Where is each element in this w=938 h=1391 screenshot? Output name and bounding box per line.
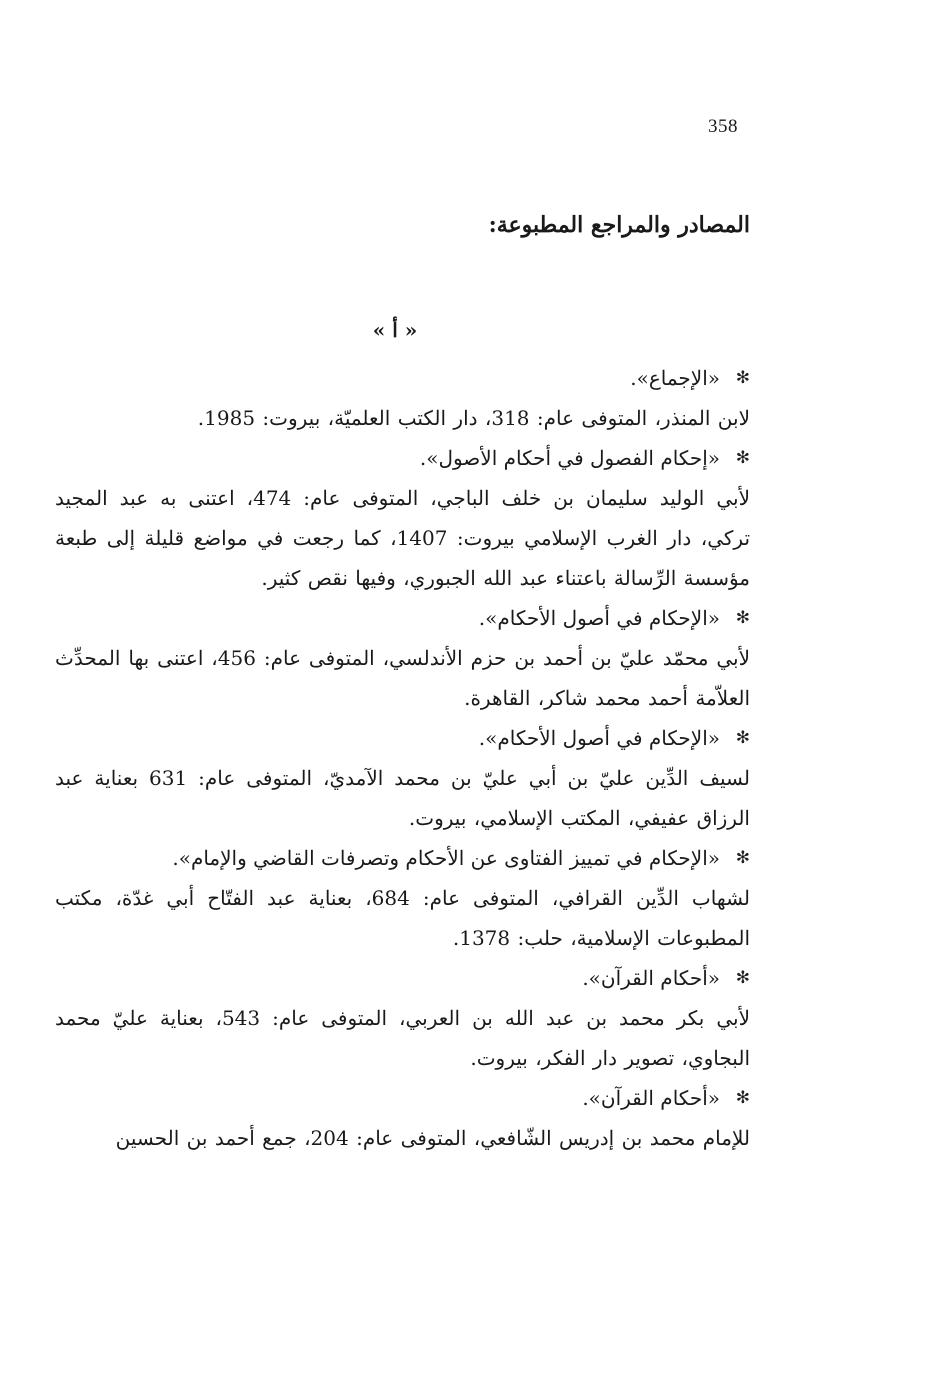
entry-title-text: «إحكام الفصول في أحكام الأصول». [419,446,720,470]
entry-title-text: «الإجماع». [630,366,720,390]
bibliography-entry [55,598,750,718]
bibliography-entry [55,358,750,438]
entry-title [55,958,750,998]
entry-body: لأبي الوليد سليمان بن خلف الباجي، المتوفى عام: 474، اعتنى به عبد المجيد تركي، دار الغرب الإسلامي بيروت: 1407، كما رجعت في مواضع قليلة إلى طبعة مؤسسة الرِّسالة باعتناء عبد الله الجبوري، وفيها نقص كثير. [55,486,751,590]
entry-title [55,718,750,758]
asterisk-icon: ✻ [735,1088,750,1108]
bibliography-entry [55,838,750,958]
entry-body: للإمام محمد بن إدريس الشّافعي، المتوفى عام: 204، جمع أحمد بن الحسين [115,1126,750,1150]
entry-title-text: «الإحكام في أصول الأحكام». [478,726,720,750]
entry-title-text: «أحكام القرآن». [582,966,720,990]
asterisk-icon: ✻ [735,368,750,388]
entry-body: لسيف الدِّين عليّ بن أبي عليّ بن محمد الآمديّ، المتوفى عام: 631 بعناية عبد الرزاق عفيفي، المكتب الإسلامي، بيروت. [55,766,750,830]
entry-body: لأبي محمّد عليّ بن أحمد بن حزم الأندلسي، المتوفى عام: 456، اعتنى بها المحدِّث العلاّمة أحمد محمد شاكر، القاهرة. [55,646,750,710]
asterisk-icon: ✻ [735,728,750,748]
bibliography-list [55,358,750,1158]
entry-body: لأبي بكر محمد بن عبد الله بن العربي، المتوفى عام: 543، بعناية عليّ محمد البجاوي، تصوير دار الفكر، بيروت. [55,1006,750,1070]
page-heading: المصادر والمراجع المطبوعة: [488,212,750,238]
entry-title-text: «أحكام القرآن». [582,1086,720,1110]
bibliography-entry [55,438,750,598]
bibliography-entry [55,1078,750,1158]
bibliography-entry [55,718,750,838]
entry-title [55,598,750,638]
entry-title-text: «الإحكام في أصول الأحكام». [478,606,720,630]
section-letter: « أ » [372,318,418,342]
asterisk-icon: ✻ [735,968,750,988]
entry-title [55,358,750,398]
asterisk-icon: ✻ [735,448,750,468]
entry-body: لشهاب الدِّين القرافي، المتوفى عام: 684، بعناية عبد الفتّاح أبي غدّة، مكتب المطبوعات الإسلامية، حلب: 1378. [55,886,751,950]
entry-title [55,838,750,878]
entry-body: لابن المنذر، المتوفى عام: 318، دار الكتب العلميّة، بيروت: 1985. [197,406,750,430]
asterisk-icon: ✻ [735,848,750,868]
entry-title-text: «الإحكام في تمييز الفتاوى عن الأحكام وتصرفات القاضي والإمام». [172,846,720,870]
entry-title [55,1078,750,1118]
bibliography-entry [55,958,750,1078]
page-number: 358 [708,116,738,137]
asterisk-icon: ✻ [735,608,750,628]
entry-title [55,438,750,478]
